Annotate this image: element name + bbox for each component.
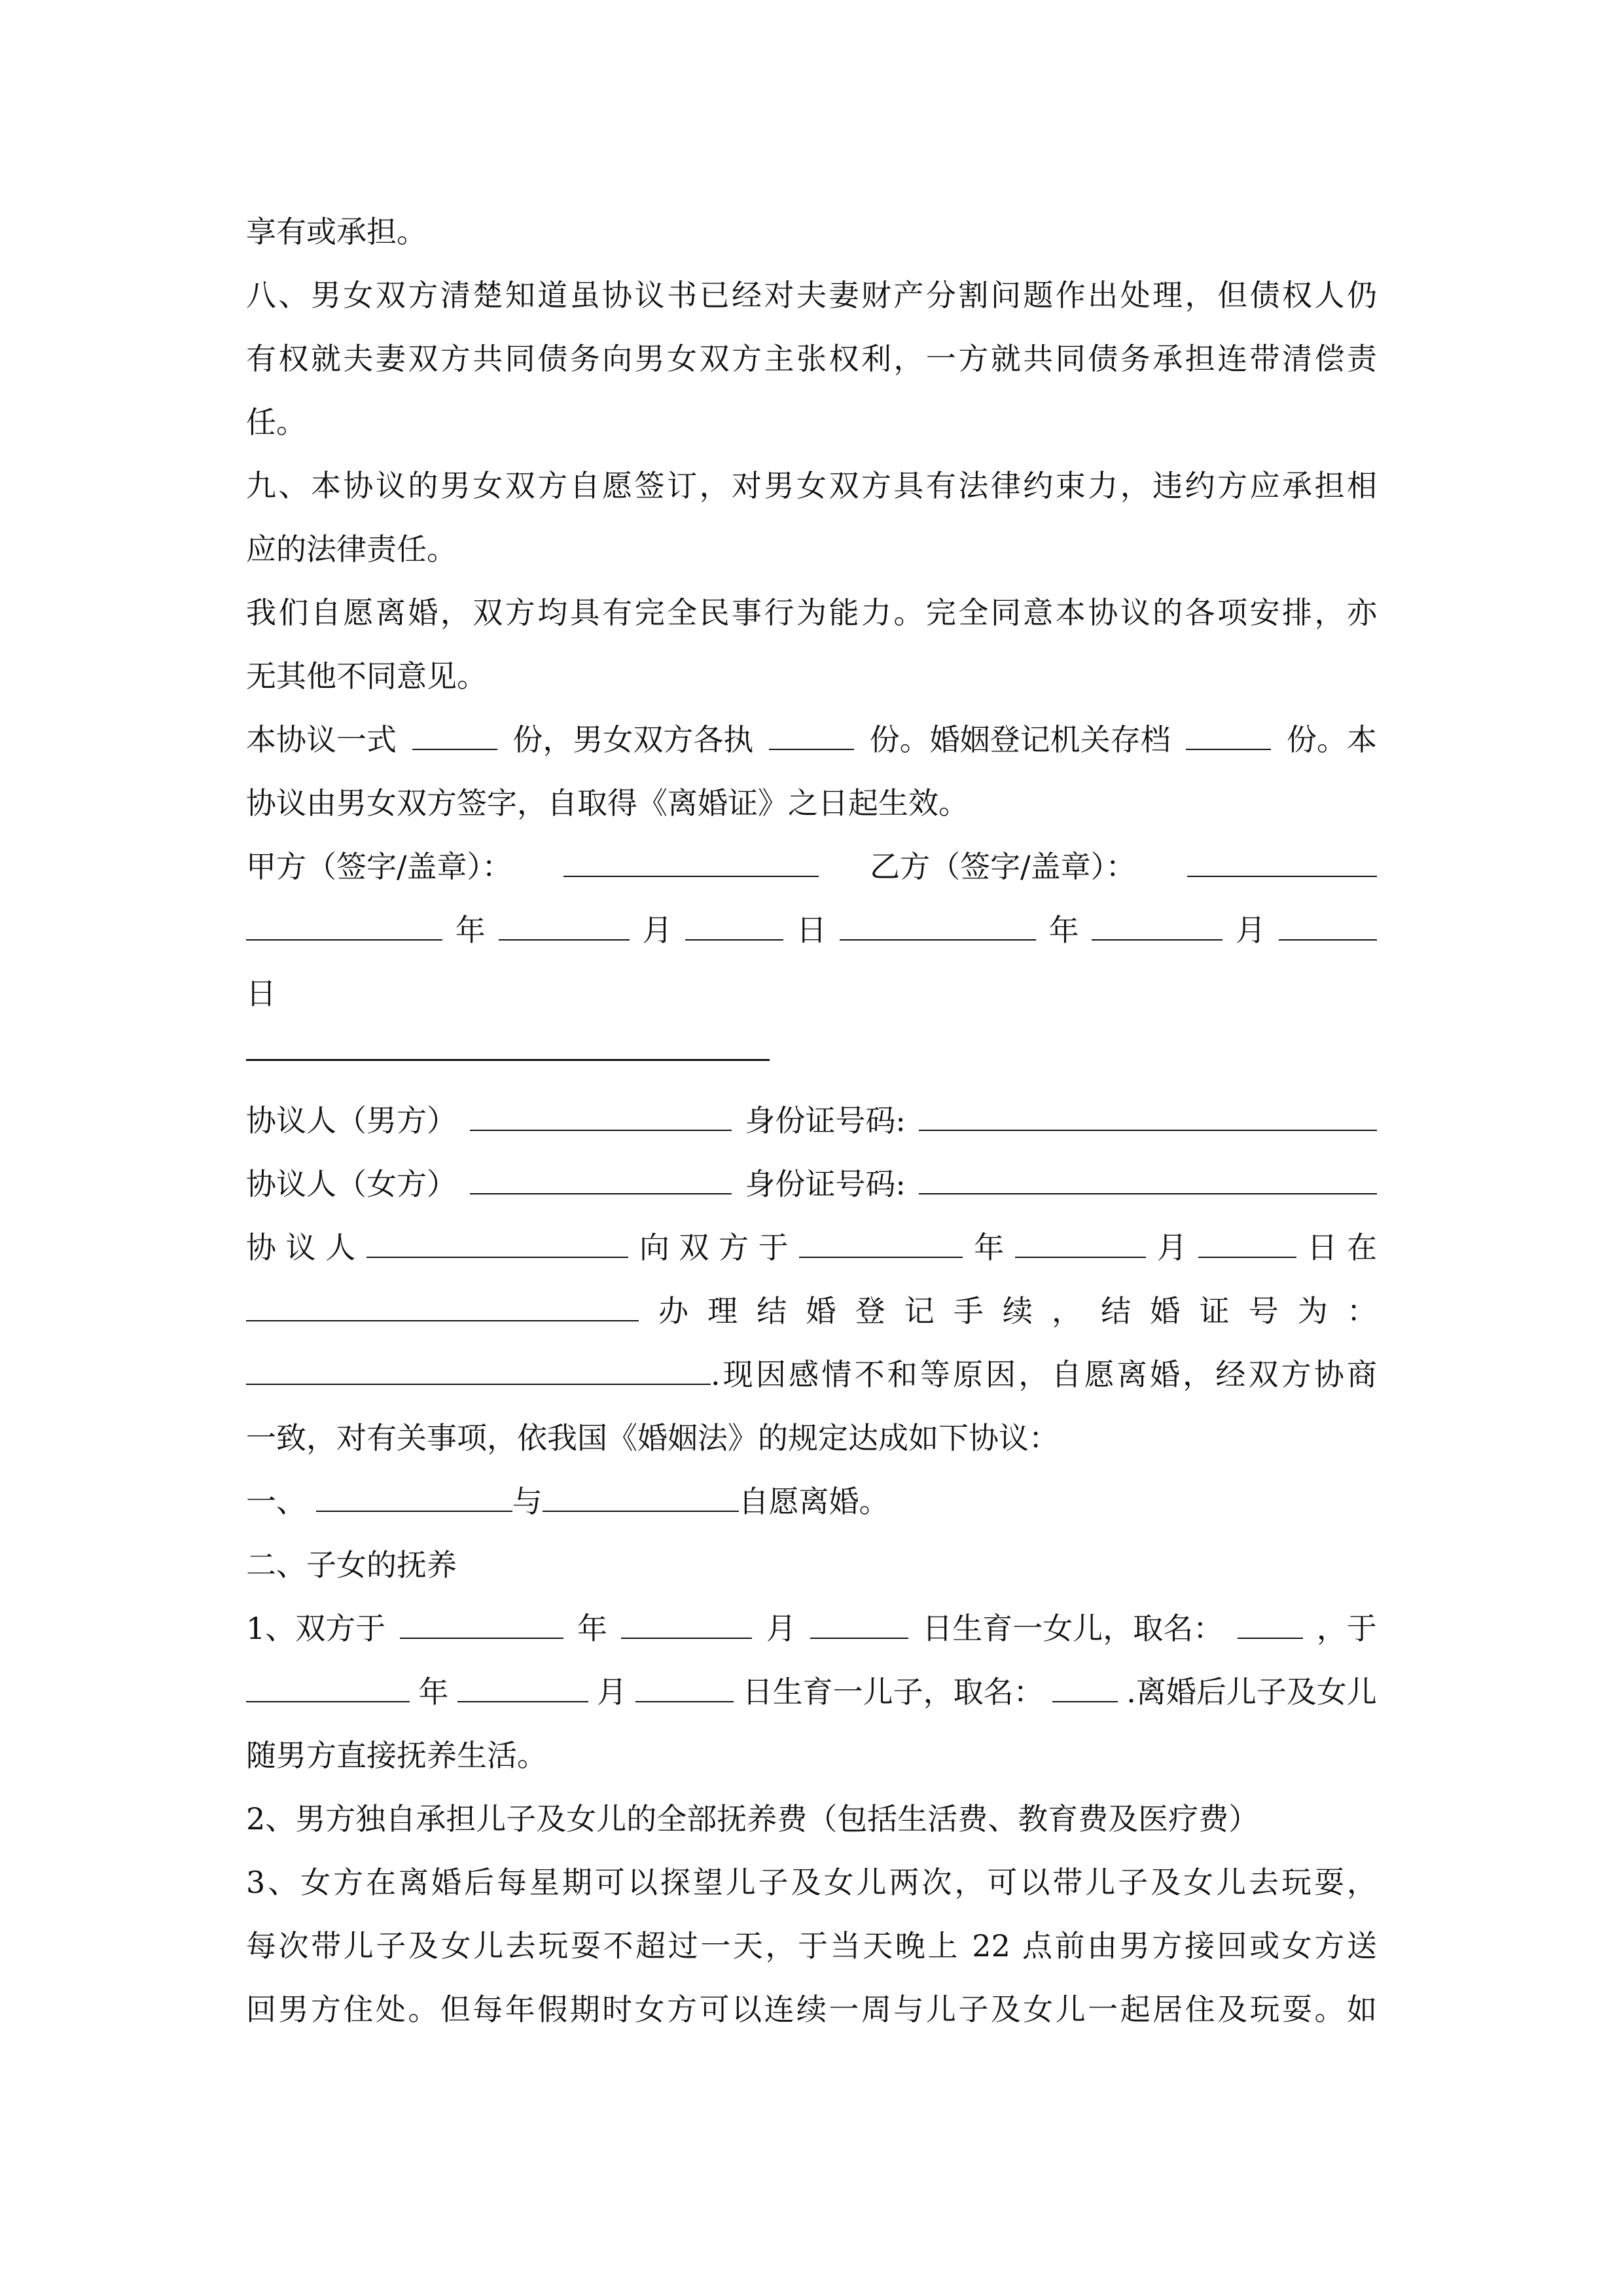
party-one-blank[interactable] bbox=[316, 1482, 512, 1512]
daughter-month-blank[interactable] bbox=[621, 1609, 752, 1639]
party-names-blank[interactable] bbox=[366, 1228, 628, 1258]
child-text: 年 bbox=[577, 1611, 607, 1646]
registration-text: 办 理 结 婚 登 记 手 续 ， 结 婚 证 号 为 ： bbox=[658, 1293, 1377, 1329]
copies-each-blank[interactable] bbox=[769, 720, 854, 750]
reason-text: .现因感情不和等原因，自愿离婚，经双方协商 bbox=[711, 1357, 1377, 1392]
party-a-signature-blank[interactable] bbox=[563, 847, 819, 877]
marriage-text: 协 议 人 bbox=[246, 1230, 356, 1265]
day-label: 日 bbox=[796, 912, 827, 948]
date-line bbox=[246, 910, 1377, 950]
text-line: 随男方直接抚养生活。 bbox=[246, 1738, 547, 1773]
date-a-month-blank[interactable] bbox=[499, 910, 630, 941]
text-line: 协议由男女双方签字，自取得《离婚证》之日起生效。 bbox=[246, 785, 969, 821]
item-one-text: 一、 bbox=[246, 1484, 306, 1519]
child-text: 1、双方于 bbox=[246, 1611, 386, 1646]
text-line: 3、女方在离婚后每星期可以探望儿子及女儿两次，可以带儿子及女儿去玩耍， bbox=[246, 1865, 1377, 1900]
marriage-month-blank[interactable] bbox=[1015, 1228, 1146, 1258]
text-line: 九、本协议的男女双方自愿签订，对男女双方具有法律约束力，违约方应承担相 bbox=[246, 468, 1377, 503]
certificate-number-blank[interactable] bbox=[246, 1355, 711, 1385]
party-b-signature-blank[interactable] bbox=[1187, 847, 1377, 877]
child-line-1 bbox=[246, 1609, 1377, 1648]
item-one-text: 与 bbox=[512, 1484, 543, 1519]
marriage-text: 年 bbox=[974, 1230, 1005, 1265]
marriage-text: 月 bbox=[1156, 1230, 1187, 1265]
text-line: 任。 bbox=[246, 404, 306, 440]
month-label: 月 bbox=[1236, 912, 1266, 948]
marriage-text: 向 双 方 于 bbox=[639, 1230, 789, 1265]
text-line: 享有或承担。 bbox=[246, 214, 427, 249]
female-party-label: 协议人（女方） bbox=[246, 1166, 457, 1202]
child-text: 日生育一儿子，取名： bbox=[742, 1674, 1044, 1710]
copies-text: 份。婚姻登记机关存档 bbox=[869, 722, 1171, 757]
section-heading: 二、子女的抚养 bbox=[246, 1547, 457, 1583]
party-b-label: 乙方（签字/盖章）： bbox=[870, 849, 1136, 884]
marriage-date-line bbox=[246, 1228, 1377, 1267]
son-day-blank[interactable] bbox=[635, 1672, 734, 1702]
text-line: 无其他不同意见。 bbox=[246, 658, 487, 694]
marriage-year-blank[interactable] bbox=[799, 1228, 963, 1258]
copies-line bbox=[246, 720, 1377, 759]
item-one-line bbox=[246, 1482, 1377, 1521]
registration-place-blank[interactable] bbox=[246, 1291, 639, 1321]
text-line: 有权就夫妻双方共同债务向男女双方主张权利，一方就共同债务承担连带清偿责 bbox=[246, 341, 1377, 376]
separator-rule bbox=[246, 1059, 770, 1061]
year-label: 年 bbox=[1048, 912, 1079, 948]
date-a-year-blank[interactable] bbox=[246, 910, 442, 941]
reason-line bbox=[246, 1355, 1377, 1394]
child-text: 日生育一女儿，取名： bbox=[922, 1611, 1224, 1646]
child-text: ，于 bbox=[1316, 1611, 1377, 1646]
party-two-blank[interactable] bbox=[543, 1482, 739, 1512]
daughter-name-blank[interactable] bbox=[1238, 1609, 1303, 1639]
copies-text: 份，男女双方各执 bbox=[512, 722, 754, 757]
male-party-label: 协议人（男方） bbox=[246, 1103, 457, 1138]
copies-text: 本协议一式 bbox=[246, 722, 397, 757]
son-year-blank[interactable] bbox=[246, 1672, 410, 1702]
child-text: 月 bbox=[596, 1674, 627, 1710]
son-name-blank[interactable] bbox=[1052, 1672, 1118, 1702]
text-line: 应的法律责任。 bbox=[246, 531, 457, 567]
signature-line bbox=[246, 847, 1377, 886]
text-line: 每次带儿子及女儿去玩耍不超过一天，于当天晚上 22 点前由男方接回或女方送 bbox=[246, 1928, 1377, 1964]
text-line: 一致，对有关事项，依我国《婚姻法》的规定达成如下协议： bbox=[246, 1420, 1059, 1456]
child-text: 年 bbox=[418, 1674, 449, 1710]
daughter-year-blank[interactable] bbox=[400, 1609, 563, 1639]
male-id-blank[interactable] bbox=[919, 1101, 1377, 1131]
child-line-2 bbox=[246, 1672, 1377, 1712]
copies-archive-blank[interactable] bbox=[1186, 720, 1271, 750]
text-line: 日 bbox=[246, 976, 276, 1011]
text-line: 2、男方独自承担儿子及女儿的全部抚养费（包括生活费、教育费及医疗费） bbox=[246, 1801, 1259, 1837]
male-id-label: 身份证号码: bbox=[745, 1103, 906, 1138]
child-text: .离婚后儿子及女儿 bbox=[1126, 1674, 1377, 1710]
male-name-blank[interactable] bbox=[470, 1101, 732, 1131]
son-month-blank[interactable] bbox=[457, 1672, 588, 1702]
item-one-text: 自愿离婚。 bbox=[738, 1484, 889, 1519]
registration-line bbox=[246, 1291, 1377, 1331]
date-b-year-blank[interactable] bbox=[840, 910, 1036, 941]
date-b-day-blank[interactable] bbox=[1279, 910, 1377, 941]
female-name-blank[interactable] bbox=[470, 1164, 732, 1194]
child-text: 月 bbox=[766, 1611, 796, 1646]
male-party-line bbox=[246, 1101, 1377, 1140]
female-id-blank[interactable] bbox=[919, 1164, 1377, 1194]
party-a-label: 甲方（签字/盖章）： bbox=[246, 849, 512, 884]
text-line: 回男方住处。但每年假期时女方可以连续一周与儿子及女儿一起居住及玩耍。如 bbox=[246, 1992, 1377, 2027]
copies-total-blank[interactable] bbox=[412, 720, 497, 750]
month-label: 月 bbox=[642, 912, 673, 948]
text-line: 八、男女双方清楚知道虽协议书已经对夫妻财产分割问题作出处理，但债权人仍 bbox=[246, 278, 1377, 313]
marriage-day-blank[interactable] bbox=[1198, 1228, 1296, 1258]
daughter-day-blank[interactable] bbox=[810, 1609, 908, 1639]
copies-text: 份。本 bbox=[1286, 722, 1377, 757]
date-a-day-blank[interactable] bbox=[685, 910, 783, 941]
female-party-line bbox=[246, 1164, 1377, 1204]
year-label: 年 bbox=[455, 912, 486, 948]
date-b-month-blank[interactable] bbox=[1092, 910, 1222, 941]
marriage-text: 日 在 bbox=[1307, 1230, 1377, 1265]
text-line: 我们自愿离婚，双方均具有完全民事行为能力。完全同意本协议的各项安排，亦 bbox=[246, 595, 1377, 630]
female-id-label: 身份证号码: bbox=[745, 1166, 906, 1202]
